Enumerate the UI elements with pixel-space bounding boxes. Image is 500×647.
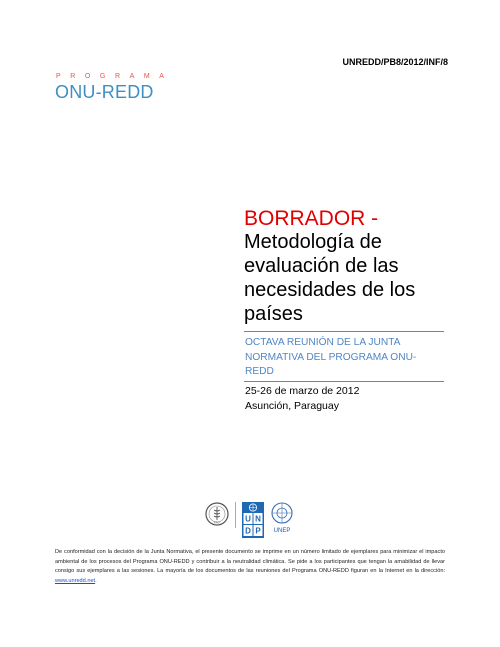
fao-logo-icon: [205, 502, 229, 526]
draft-status: BORRADOR -: [244, 207, 379, 230]
divider-bottom: [244, 381, 444, 382]
website-link[interactable]: www.unredd.net: [55, 577, 96, 584]
logo-letter: G: [99, 73, 106, 80]
document-title: [244, 230, 444, 326]
logo-letter: A: [159, 73, 164, 80]
title-line: países: [244, 303, 303, 325]
fao-logo-text: FAO: [213, 520, 221, 525]
title-line: Metodología de: [244, 231, 382, 253]
footer-text: De conformidad con la decisión de la Junta Normativa, el presente documento se imprime en un número limitado de ejemplares para minimizar el impacto ambiental de los procesos del Programa ONU-REDD y contribuir a la neutralidad climática. Se pide a los participantes que tengan la amabilidad de llevar consigo sus ejemplares a las sesiones. La mayoría de los documentos de las reuniones del Programa ONU-REDD figuran en la Internet en la dirección:: [55, 549, 445, 575]
unep-logo-icon: [270, 502, 294, 534]
undp-letter: U: [245, 514, 251, 524]
meeting-details: [245, 384, 359, 413]
footer-note: [55, 548, 445, 586]
title-line: necesidades de los: [244, 279, 416, 301]
undp-letter: N: [255, 514, 261, 524]
logo-letter: R: [114, 73, 121, 80]
partner-logos: [205, 502, 294, 538]
title-line: evaluación de las: [244, 255, 399, 277]
meeting-line: OCTAVA REUNIÓN DE LA JUNTA: [245, 337, 401, 348]
program-logo-caption: [56, 73, 164, 80]
program-logo: ONU-REDD: [55, 82, 154, 102]
undp-letter: P: [255, 526, 261, 536]
undp-logo-icon: [242, 502, 264, 538]
meeting-dates: 25-26 de marzo de 2012: [245, 385, 360, 397]
logo-letter: R: [70, 73, 76, 80]
undp-letter: D: [245, 526, 251, 536]
divider-top: [244, 331, 444, 332]
unep-logo-text: UNEP: [273, 528, 291, 534]
meeting-line: REDD: [245, 366, 274, 377]
logo-letter: O: [84, 73, 91, 80]
logo-letter: P: [56, 73, 61, 80]
meeting-place: Asunción, Paraguay: [245, 399, 339, 412]
logo-letter: M: [143, 73, 150, 80]
meeting-line: NORMATIVA DEL PROGRAMA ONU-: [245, 351, 417, 363]
logo-separator: [235, 502, 236, 528]
footer-end: .: [95, 577, 97, 584]
logo-letter: A: [129, 73, 135, 80]
meeting-name: [245, 336, 443, 380]
document-code: UNREDD/PB8/2012/INF/8: [342, 57, 448, 67]
